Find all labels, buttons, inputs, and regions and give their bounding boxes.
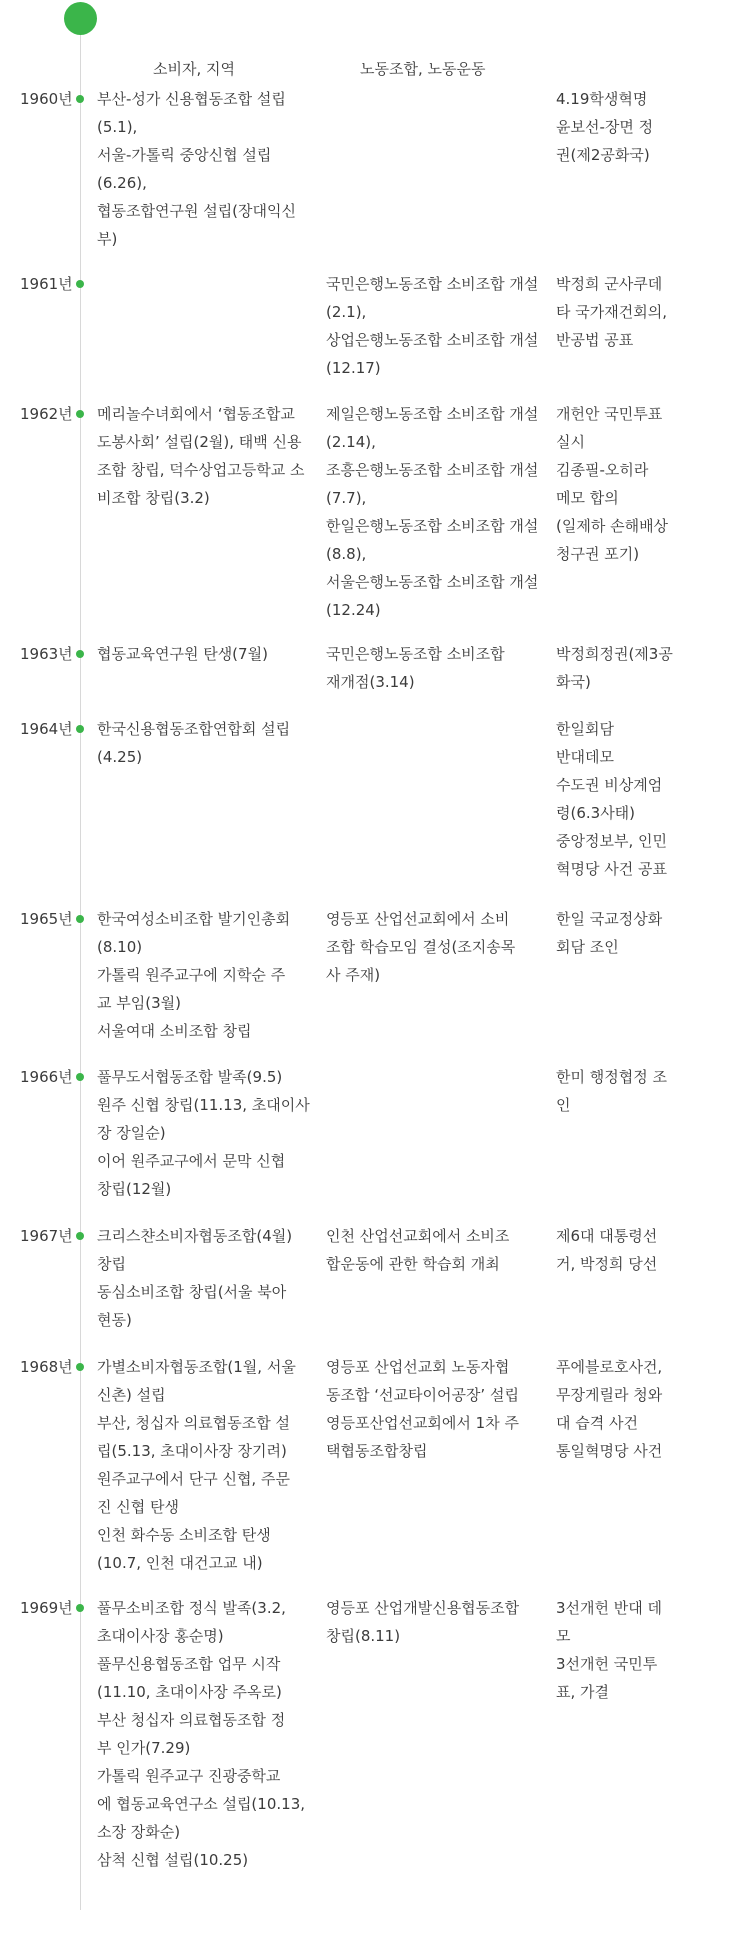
consumer-entry-column — [97, 1063, 310, 1203]
labor-entry-line: 창립(8.11) — [326, 1627, 401, 1645]
labor-entry-line: 제일은행노동조합 소비조합 개설 — [326, 405, 539, 423]
consumer-entry-column — [97, 715, 297, 771]
timeline-dot — [76, 1604, 84, 1612]
consumer-entry-line: 협동교육연구원 탄생(7월) — [97, 645, 268, 663]
labor-entry-column — [326, 640, 536, 696]
labor-entry-line: 영등포산업선교회에서 1차 주 — [326, 1414, 519, 1432]
consumer-entry-line: 부산-성가 신용협동조합 설립 — [97, 90, 286, 108]
labor-entry-line: 인천 산업선교회에서 소비조 — [326, 1227, 510, 1245]
labor-entry-line: (8.8), — [326, 545, 367, 563]
politics-entry-line: 한일회담 — [556, 720, 614, 738]
consumer-entry-line: 진 신협 탄생 — [97, 1498, 179, 1516]
year-label: 1964년 — [20, 720, 73, 738]
politics-entry-line: 반대데모 — [556, 748, 614, 766]
timeline-dot — [76, 410, 84, 418]
politics-entry-line: 수도권 비상계엄 — [556, 776, 663, 794]
labor-entry-line: 택협동조합창립 — [326, 1442, 428, 1460]
consumer-entry-line: 서울여대 소비조합 창립 — [97, 1022, 252, 1040]
consumer-entry-line: 메리놀수녀회에서 ‘협동조합교 — [97, 405, 295, 423]
politics-entry-line: 박정희 군사쿠데 — [556, 275, 663, 293]
consumer-entry-line: (11.10, 초대이사장 주옥로) — [97, 1683, 282, 1701]
consumer-entry-line: 교 부임(3월) — [97, 994, 181, 1012]
consumer-entry-line: 부산 청십자 의료협동조합 정 — [97, 1711, 286, 1729]
labor-entry-line: 영등포 산업개발신용협동조합 — [326, 1599, 520, 1617]
timeline-rail — [80, 30, 81, 1910]
consumer-entry-line: 인천 화수동 소비조합 탄생 — [97, 1526, 271, 1544]
politics-entry-line: 통일혁명당 사건 — [556, 1442, 663, 1460]
politics-entry-line: 인 — [556, 1096, 571, 1114]
politics-entry-line: 무장게릴라 청와 — [556, 1386, 663, 1404]
politics-entry-line: 중앙정보부, 인민 — [556, 832, 667, 850]
timeline-dot — [76, 95, 84, 103]
politics-entry-line: 타 국가재건회의, — [556, 303, 667, 321]
consumer-entry-line: 도봉사회’ 설립(2월), 태백 신용 — [97, 433, 302, 451]
politics-entry-line: 푸에블로호사건, — [556, 1358, 663, 1376]
labor-entry-line: 한일은행노동조합 소비조합 개설 — [326, 517, 539, 535]
politics-entry-line: 메모 합의 — [556, 489, 619, 507]
timeline-dot — [76, 725, 84, 733]
labor-entry-line: (2.14), — [326, 433, 376, 451]
consumer-entry-column — [97, 1353, 297, 1577]
politics-entry-column — [556, 1594, 676, 1706]
year-label: 1962년 — [20, 405, 73, 423]
politics-entry-line: 권(제2공화국) — [556, 146, 650, 164]
labor-entry-column — [326, 400, 539, 624]
labor-entry-column — [326, 1594, 536, 1650]
politics-entry-column — [556, 640, 676, 696]
consumer-entry-line: 이어 원주교구에서 문막 신협 — [97, 1152, 286, 1170]
consumer-entry-column — [97, 85, 297, 253]
labor-entry-line: 합운동에 관한 학습회 개최 — [326, 1255, 500, 1273]
year-label: 1960년 — [20, 90, 73, 108]
politics-entry-line: 3선개헌 국민투 — [556, 1655, 658, 1673]
labor-entry-column — [326, 270, 539, 382]
politics-entry-line: 실시 — [556, 433, 585, 451]
consumer-entry-line: 원주교구에서 단구 신협, 주문 — [97, 1470, 290, 1488]
labor-entry-column — [326, 905, 536, 989]
consumer-entry-line: 협동조합연구원 설립(장대익신 — [97, 202, 296, 220]
year-label: 1967년 — [20, 1227, 73, 1245]
politics-entry-column — [556, 1353, 676, 1465]
consumer-entry-line: 현동) — [97, 1311, 132, 1329]
politics-entry-line: 령(6.3사태) — [556, 804, 636, 822]
year-label: 1966년 — [20, 1068, 73, 1086]
politics-entry-line: 3선개헌 반대 데 — [556, 1599, 663, 1617]
consumer-entry-line: 동심소비조합 창립(서울 북아 — [97, 1283, 287, 1301]
year-label: 1961년 — [20, 275, 73, 293]
consumer-entry-line: 가별소비자협동조합(1월, 서울 — [97, 1358, 296, 1376]
consumer-entry-column — [97, 905, 297, 1045]
politics-entry-column — [556, 400, 676, 568]
consumer-entry-line: 비조합 창립(3.2) — [97, 489, 210, 507]
consumer-entry-column — [97, 1222, 297, 1334]
consumer-entry-line: 풀무신용협동조합 업무 시작 — [97, 1655, 281, 1673]
consumer-entry-line: 부) — [97, 230, 118, 248]
politics-entry-line: 한미 행정협정 조 — [556, 1068, 667, 1086]
consumer-entry-line: 가톨릭 원주교구 진광중학교 — [97, 1767, 281, 1785]
politics-entry-column — [556, 905, 676, 961]
politics-entry-column — [556, 715, 676, 883]
labor-entry-line: 동조합 ‘선교타이어공장’ 설립 — [326, 1386, 519, 1404]
consumer-entry-column — [97, 400, 305, 512]
consumer-entry-line: 창립(12월) — [97, 1180, 172, 1198]
labor-entry-line: 영등포 산업선교회 노동자협 — [326, 1358, 510, 1376]
politics-entry-line: 4.19학생혁명 — [556, 90, 648, 108]
consumer-entry-line: 에 협동교육연구소 설립(10.13, — [97, 1795, 305, 1813]
politics-entry-column — [556, 270, 676, 354]
politics-entry-column — [556, 1063, 676, 1119]
consumer-entry-line: (10.7, 인천 대건고교 내) — [97, 1554, 263, 1572]
labor-entry-line: 국민은행노동조합 소비조합 개설 — [326, 275, 539, 293]
timeline-dot — [76, 915, 84, 923]
consumer-entry-line: 창립 — [97, 1255, 126, 1273]
timeline-start-marker — [64, 2, 97, 35]
consumer-entry-line: 원주 신협 창립(11.13, 초대이사 — [97, 1096, 310, 1114]
labor-entry-line: 서울은행노동조합 소비조합 개설 — [326, 573, 539, 591]
consumer-entry-line: 서울-가톨릭 중앙신협 설립 — [97, 146, 272, 164]
consumer-entry-line: 풀무소비조합 정식 발족(3.2, — [97, 1599, 286, 1617]
timeline-dot — [76, 1073, 84, 1081]
consumer-entry-line: 한국신용협동조합연합회 설립 — [97, 720, 291, 738]
header-consumer: 소비자, 지역 — [153, 60, 235, 78]
politics-entry-line: (일제하 손해배상 — [556, 517, 669, 535]
politics-entry-line: 개헌안 국민투표 — [556, 405, 663, 423]
politics-entry-line: 표, 가결 — [556, 1683, 610, 1701]
consumer-entry-line: 부 인가(7.29) — [97, 1739, 191, 1757]
labor-entry-line: (2.1), — [326, 303, 367, 321]
consumer-entry-line: 립(5.13, 초대이사장 장기려) — [97, 1442, 287, 1460]
year-label: 1965년 — [20, 910, 73, 928]
politics-entry-line: 화국) — [556, 673, 591, 691]
politics-entry-line: 김종필-오히라 — [556, 461, 649, 479]
labor-entry-line: 재개점(3.14) — [326, 673, 415, 691]
labor-entry-line: 국민은행노동조합 소비조합 — [326, 645, 505, 663]
year-label: 1963년 — [20, 645, 73, 663]
timeline-dot — [76, 1232, 84, 1240]
politics-entry-line: 모 — [556, 1627, 571, 1645]
politics-entry-line: 거, 박정희 당선 — [556, 1255, 658, 1273]
year-label: 1968년 — [20, 1358, 73, 1376]
consumer-entry-line: 삼척 신협 설립(10.25) — [97, 1851, 249, 1869]
consumer-entry-line: 장 장일순) — [97, 1124, 166, 1142]
labor-entry-column — [326, 1353, 536, 1465]
politics-entry-line: 박정희정권(제3공 — [556, 645, 673, 663]
labor-entry-line: (12.17) — [326, 359, 381, 377]
consumer-entry-line: (5.1), — [97, 118, 138, 136]
labor-entry-line: 상업은행노동조합 소비조합 개설 — [326, 331, 539, 349]
labor-entry-column — [326, 1222, 536, 1278]
politics-entry-column — [556, 1222, 676, 1278]
consumer-entry-line: (6.26), — [97, 174, 147, 192]
consumer-entry-column — [97, 1594, 305, 1874]
politics-entry-line: 청구권 포기) — [556, 545, 640, 563]
timeline-dot — [76, 1363, 84, 1371]
timeline-dot — [76, 280, 84, 288]
politics-entry-line: 윤보선-장면 정 — [556, 118, 654, 136]
consumer-entry-line: 조합 창립, 덕수상업고등학교 소 — [97, 461, 305, 479]
labor-entry-line: 조흥은행노동조합 소비조합 개설 — [326, 461, 539, 479]
consumer-entry-column — [97, 640, 297, 668]
politics-entry-column — [556, 85, 676, 169]
consumer-entry-line: 신촌) 설립 — [97, 1386, 166, 1404]
year-label: 1969년 — [20, 1599, 73, 1617]
timeline-dot — [76, 650, 84, 658]
politics-entry-line: 반공법 공표 — [556, 331, 634, 349]
politics-entry-line: 한일 국교정상화 — [556, 910, 663, 928]
labor-entry-line: 영등포 산업선교회에서 소비 — [326, 910, 510, 928]
consumer-entry-line: 초대이사장 홍순명) — [97, 1627, 224, 1645]
consumer-entry-line: 부산, 청십자 의료협동조합 설 — [97, 1414, 290, 1432]
consumer-entry-line: 가톨릭 원주교구에 지학순 주 — [97, 966, 286, 984]
labor-entry-line: (7.7), — [326, 489, 367, 507]
labor-entry-line: 사 주재) — [326, 966, 381, 984]
consumer-entry-line: 풀무도서협동조합 발족(9.5) — [97, 1068, 283, 1086]
politics-entry-line: 대 습격 사건 — [556, 1414, 638, 1432]
consumer-entry-line: 크리스챤소비자협동조합(4월) — [97, 1227, 293, 1245]
consumer-entry-line: (4.25) — [97, 748, 143, 766]
header-labor: 노동조합, 노동운동 — [360, 60, 486, 78]
labor-entry-line: 조합 학습모임 결성(조지송목 — [326, 938, 516, 956]
politics-entry-line: 제6대 대통령선 — [556, 1227, 658, 1245]
consumer-entry-line: (8.10) — [97, 938, 143, 956]
politics-entry-line: 회담 조인 — [556, 938, 619, 956]
politics-entry-line: 혁명당 사건 공표 — [556, 860, 667, 878]
labor-entry-line: (12.24) — [326, 601, 381, 619]
consumer-entry-line: 한국여성소비조합 발기인총회 — [97, 910, 291, 928]
consumer-entry-line: 소장 장화순) — [97, 1823, 181, 1841]
